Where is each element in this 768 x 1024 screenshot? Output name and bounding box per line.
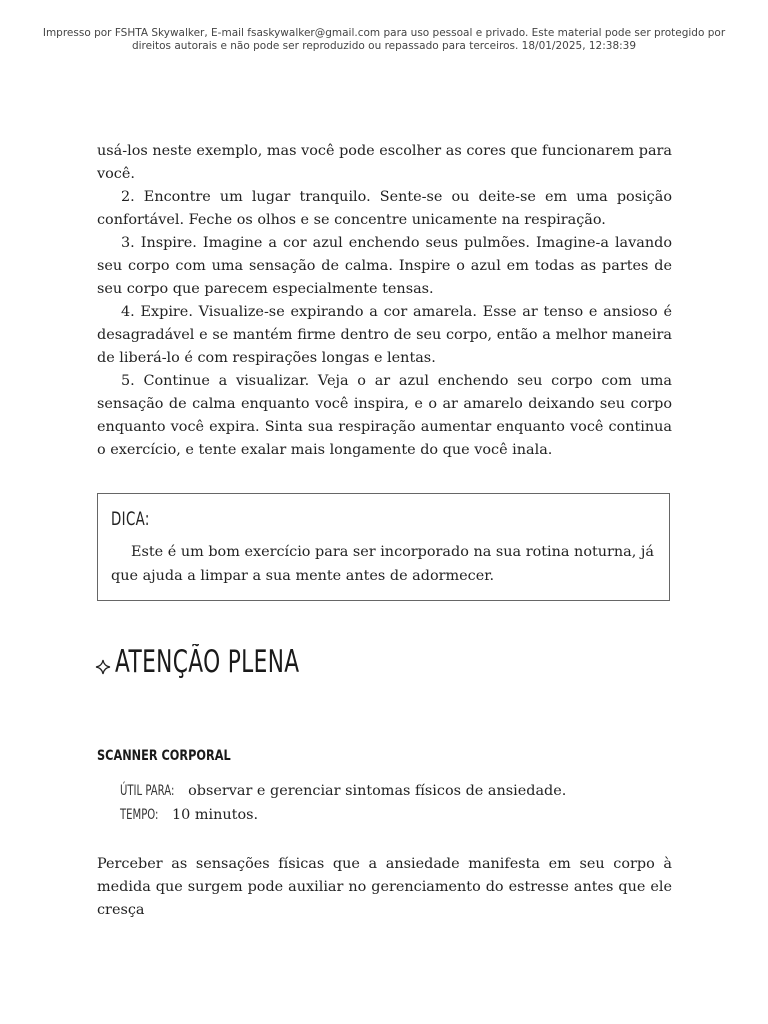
closing-paragraph-text: Perceber as sensações físicas que a ansiedade manifesta em seu corpo à medida que surgem pode auxiliar no gerenciamento do estresse antes que ele cresça: [97, 856, 672, 918]
step-4: 4. Expire. Visualize-se expirando a cor amarela. Esse ar tenso e ansioso é desagradável e se mantém firme dentro de seu corpo, então a melhor maneira de liberá-lo é com respirações longas e lentas.: [97, 304, 672, 366]
diamond-star-icon: [95, 659, 111, 675]
time-label: TEMPO:: [120, 807, 159, 823]
tip-box: [97, 493, 670, 601]
paragraph-continuation: usá-los neste exemplo, mas você pode escolher as cores que funcionarem para você.: [97, 143, 672, 182]
section-heading: [95, 644, 379, 680]
header-line-2: direitos autorais e não pode ser reproduzido ou repassado para terceiros. 18/01/2025, 12:38:39: [131, 40, 637, 52]
tip-title: DICA:: [111, 508, 150, 530]
useful-for-label: ÚTIL PARA:: [120, 783, 175, 799]
section-title: ATENÇÃO PLENA: [115, 644, 300, 680]
step-3: 3. Inspire. Imagine a cor azul enchendo seus pulmões. Imagine-a lavando seu corpo com uma sensação de calma. Inspire o azul em todas as partes de seu corpo que parecem especialmente tensas.: [97, 235, 672, 297]
step-5: 5. Continue a visualizar. Veja o ar azul enchendo seu corpo com uma sensação de calma enquanto você inspira, e o ar amarelo deixando seu corpo enquanto você expira. Sinta sua respiração aumentar enquanto você continua o exercício, e tente exalar mais longamente do que você inala.: [97, 373, 672, 458]
tip-text: Este é um bom exercício para ser incorporado na sua rotina noturna, já que ajuda a limpar a sua mente antes de adormecer.: [111, 544, 654, 584]
time-line: [120, 807, 258, 823]
exercise-title: SCANNER CORPORAL: [97, 748, 231, 764]
header-line-1: Impresso por FSHTA Skywalker, E-mail fsaskywalker@gmail.com para uso pessoal e privado. Este material pode ser protegido por: [42, 27, 726, 39]
step-2: 2. Encontre um lugar tranquilo. Sente-se ou deite-se em uma posição confortável. Feche os olhos e se concentre unicamente na respiração.: [97, 189, 672, 228]
print-watermark-header: [30, 27, 738, 53]
exercise-steps: [97, 140, 672, 462]
useful-for-line: [120, 783, 566, 799]
time-value: 10 minutos.: [172, 807, 259, 823]
closing-paragraph: [97, 853, 672, 922]
useful-for-value: observar e gerenciar sintomas físicos de ansiedade.: [188, 783, 567, 799]
